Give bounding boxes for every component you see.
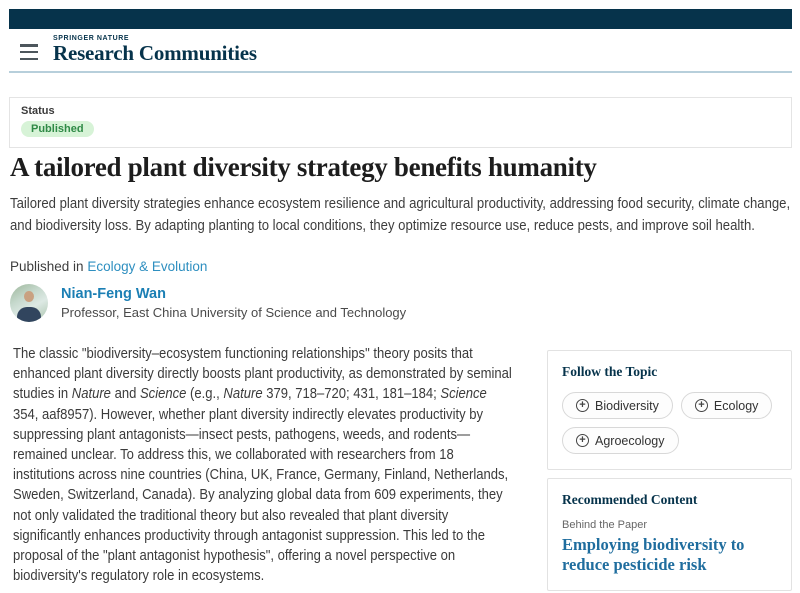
- recommended-article-link[interactable]: Employing biodiversity to reduce pesticide risk: [562, 535, 745, 574]
- brand-springer-nature: SPRINGER NATURE: [53, 35, 130, 43]
- topic-pill-label: Agroecology: [595, 433, 665, 448]
- follow-topic-heading: Follow the Topic: [562, 364, 658, 379]
- hamburger-icon: [20, 58, 38, 61]
- status-label: Status: [21, 105, 55, 117]
- hamburger-menu-button[interactable]: [20, 44, 40, 60]
- topic-pill-label: Ecology: [713, 398, 759, 413]
- hamburger-icon: [20, 51, 38, 54]
- site-logo[interactable]: [53, 35, 257, 64]
- journal-name-italic: Nature: [223, 385, 263, 403]
- recommended-kicker: Behind the Paper: [562, 519, 648, 531]
- status-card: [9, 97, 792, 148]
- article-description: Tailored plant diversity strategies enhance ecosystem resilience and agricultural productivity, addressing food security, climate change, and biodiversity loss. By adapting planting to local conditions, they optimize resource use, reduce pests, and improve soil health.: [10, 195, 791, 234]
- recommended-content-heading: Recommended Content: [562, 492, 698, 507]
- recommended-content-card: [547, 478, 792, 591]
- page-title: A tailored plant diversity strategy benefits humanity: [10, 152, 597, 182]
- brand-research-communities: Research Communities: [53, 41, 257, 66]
- topic-pill-label: Biodiversity: [595, 398, 659, 413]
- journal-name-italic: Science: [440, 385, 487, 403]
- plus-circle-icon: +: [576, 434, 589, 447]
- article-body: The classic "biodiversity–ecosystem functioning relationships" theory posits that enhanced plant diversity directly boosts plant productivity, as demonstrated by seminal studies in Nature and Science (e.g., Nature 379, 718–720; 431, 181–184; Science 354, aaf8957). However, whether plant diversity indirectly elevates productivity by suppressing plant antagonists—insect pests, pathogens, weeds, and rodents—remained unclear. To address this, we collaborated with researchers from 18 institutions across nine countries (China, UK, France, Germany, Finland, Netherlands, Sweden, Switzerland, Canada). By analyzing global data from 609 experiments, they not only validated the traditional theory but also revealed that plant diversity significantly enhances productivity through antagonist suppression. This led to the proposal of the "plant antagonist hypothesis", offering a novel perspective on biodiversity's regulatory role in ecosystems.: [13, 345, 512, 585]
- topic-pill-ecology[interactable]: [681, 392, 772, 419]
- journal-link[interactable]: Ecology & Evolution: [87, 259, 208, 274]
- sidebar: [547, 350, 792, 591]
- site-header: [9, 29, 792, 73]
- author-role: Professor, East China University of Science and Technology: [61, 305, 407, 320]
- published-in-row: [10, 259, 207, 274]
- author-avatar[interactable]: [10, 284, 48, 322]
- journal-name-italic: Nature: [71, 385, 111, 403]
- author-row: [10, 284, 406, 322]
- published-in-label: Published in: [10, 259, 84, 274]
- plus-circle-icon: +: [695, 399, 708, 412]
- author-info: [61, 284, 406, 320]
- plus-circle-icon: +: [576, 399, 589, 412]
- status-badge: Published: [21, 121, 94, 137]
- author-name-link[interactable]: Nian-Feng Wan: [61, 286, 166, 302]
- topic-pills: [562, 392, 777, 454]
- top-navy-bar: [9, 9, 792, 29]
- topic-pill-agroecology[interactable]: [562, 427, 679, 454]
- topic-pill-biodiversity[interactable]: [562, 392, 673, 419]
- journal-name-italic: Science: [139, 385, 187, 403]
- follow-topic-card: [547, 350, 792, 470]
- hamburger-icon: [20, 44, 38, 47]
